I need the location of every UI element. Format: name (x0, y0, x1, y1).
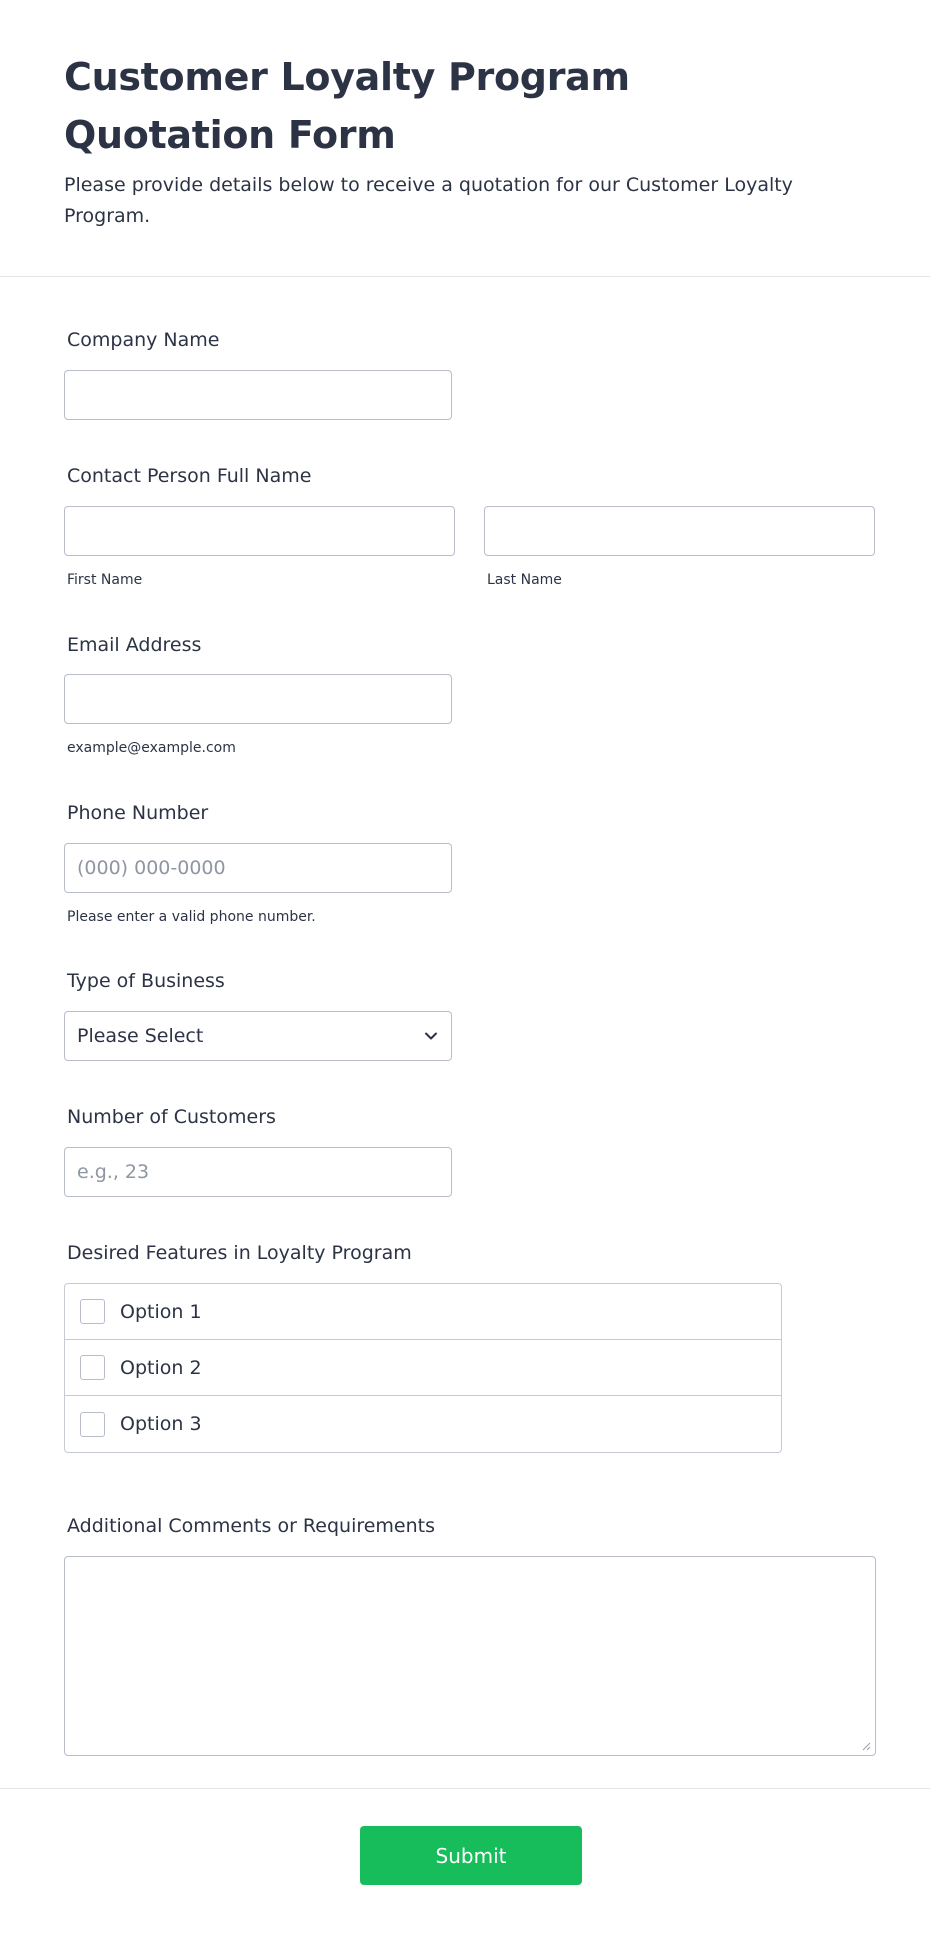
customers-label: Number of Customers (67, 1106, 276, 1128)
footer-divider (0, 1788, 930, 1789)
company-name-input[interactable] (64, 370, 452, 420)
customers-field (64, 1105, 452, 1197)
email-label: Email Address (67, 634, 202, 656)
feature-option-3[interactable] (65, 1396, 781, 1452)
phone-sublabel: Please enter a valid phone number. (67, 909, 316, 925)
feature-option-label: Option 1 (120, 1300, 202, 1323)
email-field (64, 633, 452, 757)
checkbox-icon[interactable] (80, 1299, 105, 1324)
contact-name-label: Contact Person Full Name (67, 465, 312, 487)
form-title: Customer Loyalty Program Quotation Form (64, 55, 630, 157)
business-type-select[interactable] (64, 1011, 452, 1061)
resize-handle-icon[interactable] (861, 1741, 871, 1751)
last-name-sublabel: Last Name (487, 572, 562, 588)
business-type-field (64, 969, 452, 1061)
submit-button[interactable]: Submit (360, 1826, 582, 1885)
first-name-input[interactable] (64, 506, 455, 556)
comments-label: Additional Comments or Requirements (67, 1515, 436, 1537)
company-name-label: Company Name (67, 329, 220, 351)
customers-input[interactable] (64, 1147, 452, 1197)
business-type-selected: Please Select (77, 1025, 204, 1047)
contact-name-field (64, 464, 875, 589)
comments-field (64, 1514, 876, 1756)
business-type-label: Type of Business (67, 970, 225, 992)
email-input[interactable] (64, 674, 452, 724)
chevron-down-icon (423, 1028, 439, 1044)
features-label: Desired Features in Loyalty Program (67, 1242, 412, 1264)
feature-option-1[interactable] (65, 1284, 781, 1340)
header-divider (0, 276, 930, 277)
checkbox-icon[interactable] (80, 1355, 105, 1380)
last-name-input[interactable] (484, 506, 875, 556)
phone-field (64, 801, 452, 926)
features-checklist (64, 1283, 782, 1453)
checkbox-icon[interactable] (80, 1412, 105, 1437)
feature-option-label: Option 2 (120, 1356, 202, 1379)
first-name-sublabel: First Name (67, 572, 143, 588)
phone-input[interactable] (64, 843, 452, 893)
feature-option-label: Option 3 (120, 1413, 202, 1435)
features-field (64, 1241, 782, 1453)
form-subtitle: Please provide details below to receive a quotation for our Customer Loyalty Program. (64, 174, 793, 227)
feature-option-2[interactable] (65, 1340, 781, 1396)
form-header (64, 48, 824, 232)
email-sublabel: example@example.com (67, 740, 236, 756)
comments-textarea[interactable] (64, 1556, 876, 1756)
company-name-field (64, 328, 452, 420)
phone-label: Phone Number (67, 802, 209, 824)
